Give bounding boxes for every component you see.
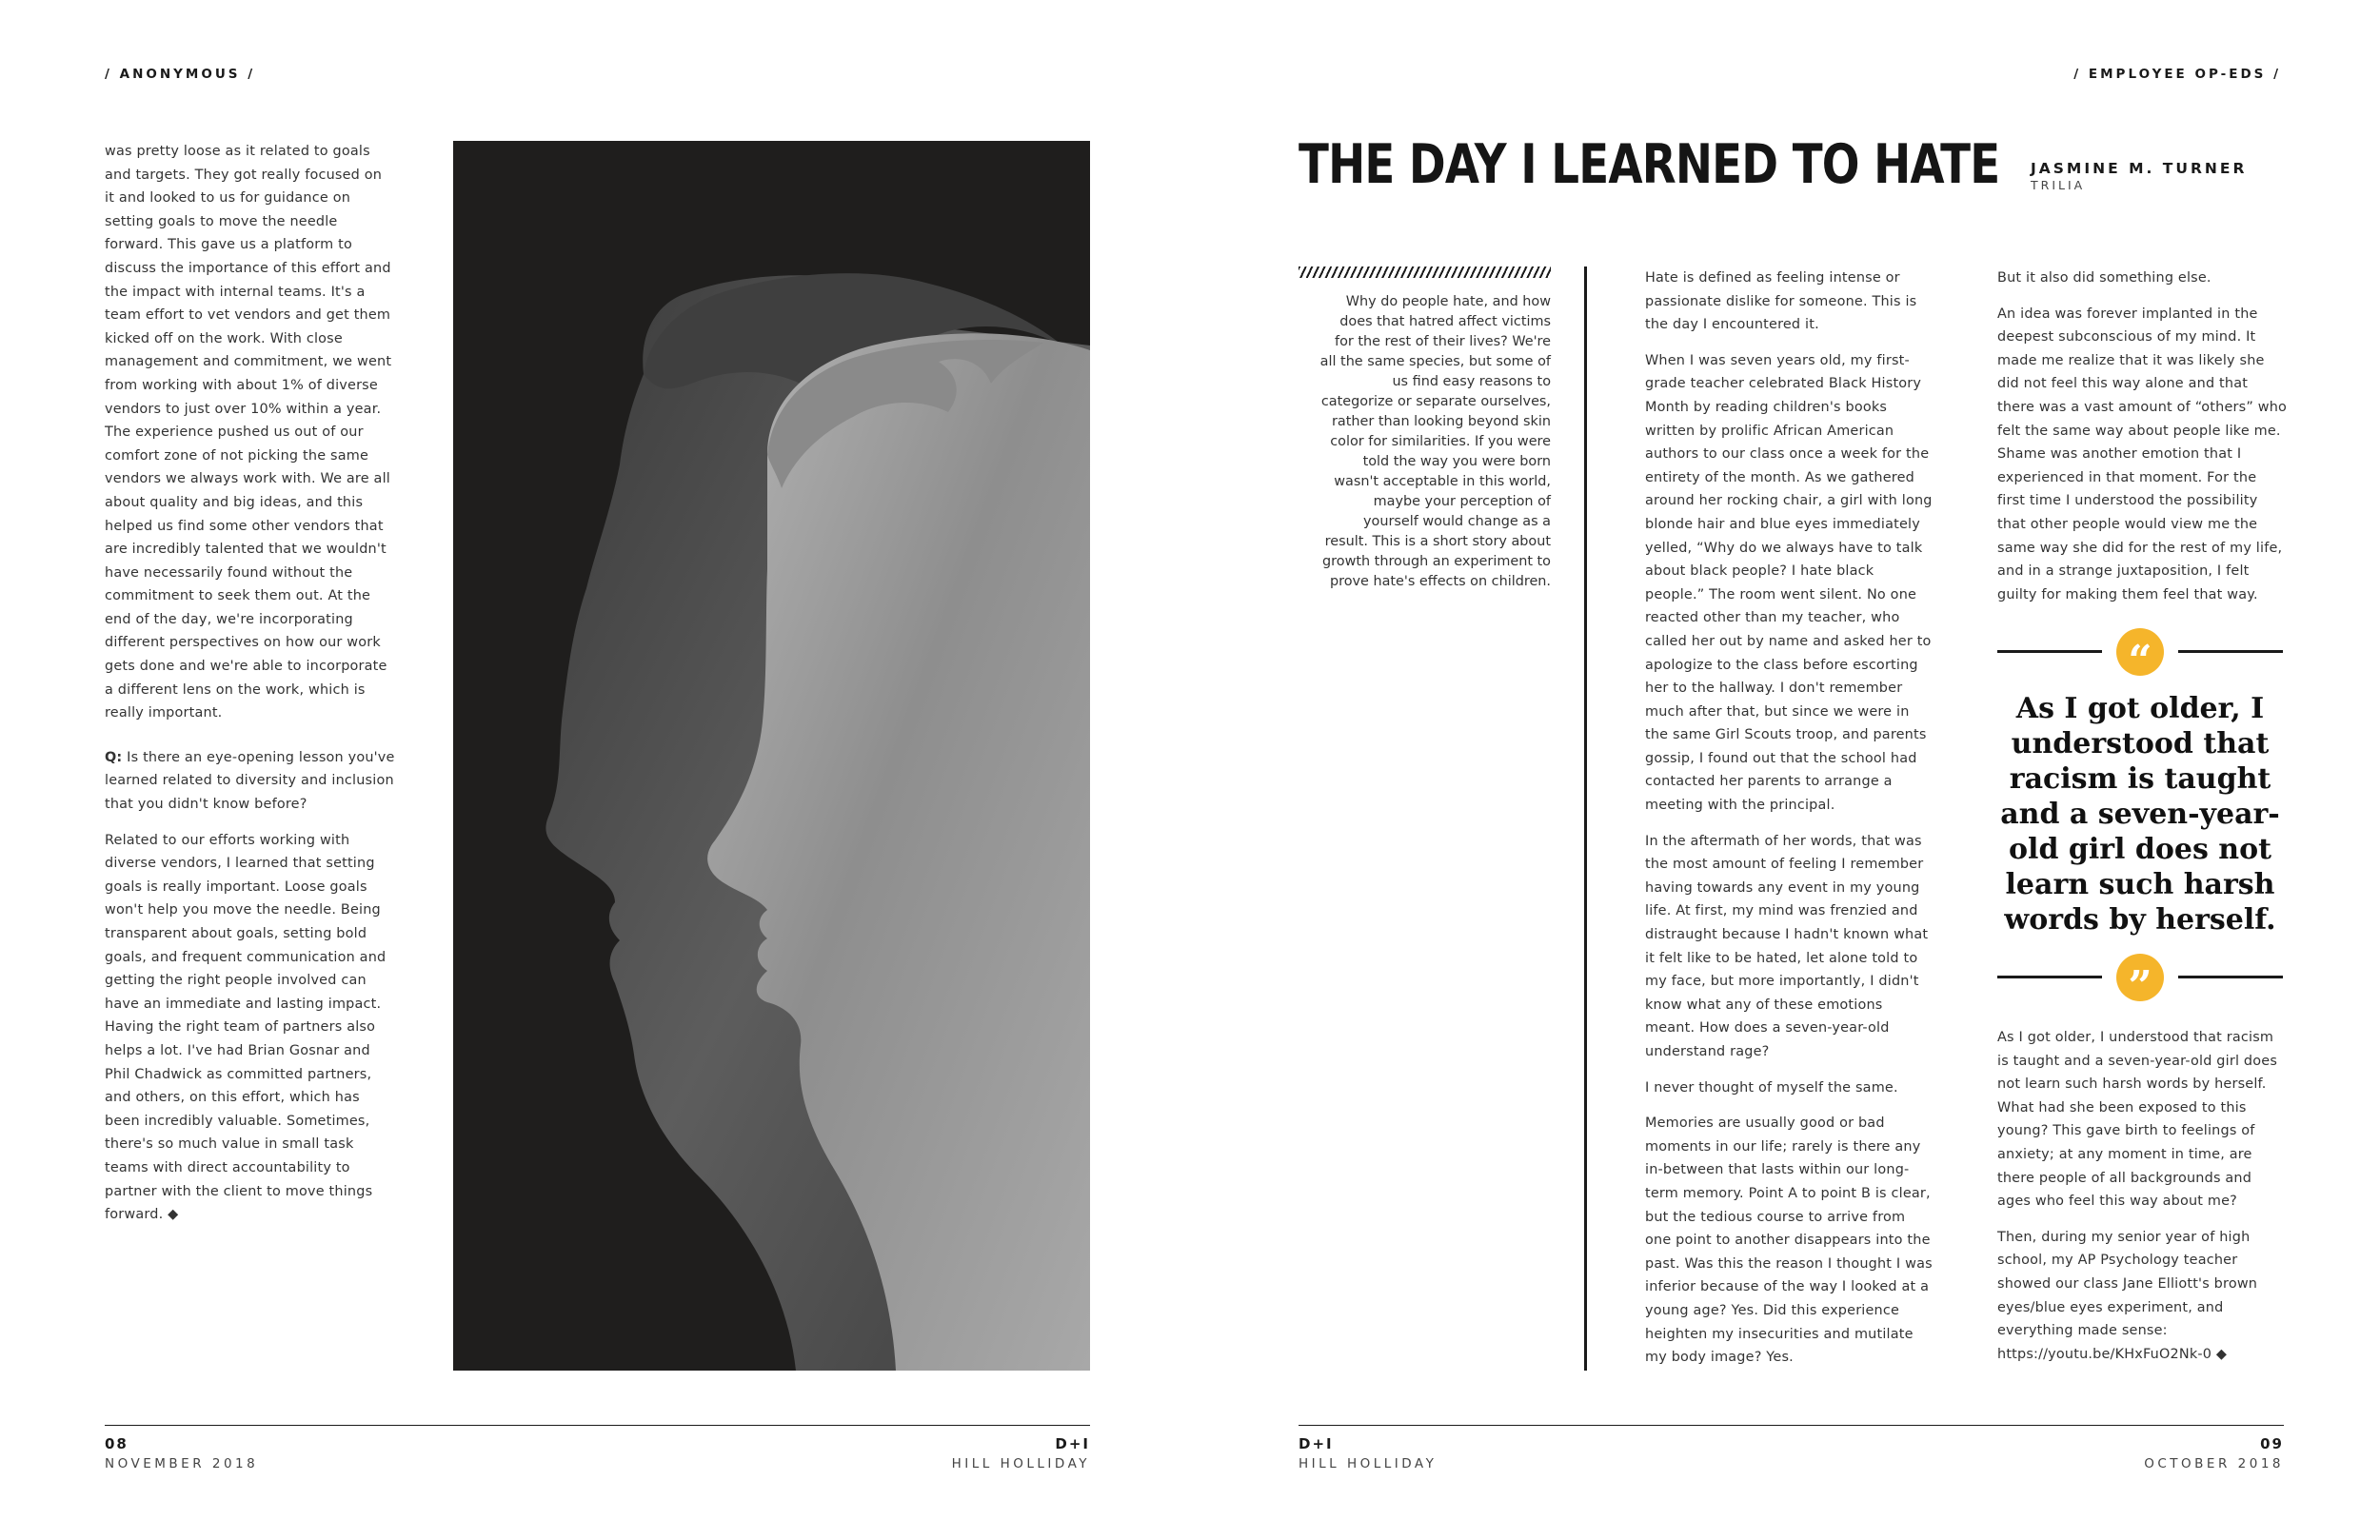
left-footer-rule <box>105 1425 1090 1426</box>
article-paragraph: Hate is defined as feeling intense or passionate dislike for someone. This is the day I encountered it. <box>1645 270 1917 333</box>
close-quote-icon: ” <box>2116 954 2164 1001</box>
right-folio-date: OCTOBER 2018 <box>2144 1456 2284 1471</box>
left-article-column <box>105 140 395 1239</box>
answer-paragraph: Related to our efforts working with diverse vendors, I learned that setting goals is really important. Loose goals won't help you move the needle. Being transparent about goals, setting bold goals, and frequent communication and getting the right people involved can have an immediate and lasting impact. Having the right team of partners also helps a lot. I've had Brian Gosnar and Phil Chadwick as committed partners, and others, on this effort, which has been incredibly valuable. Sometimes, there's so much value in small task teams with direct accountability to partner with the client to move things forward. ◆ <box>105 832 387 1223</box>
article-paragraph: When I was seven years old, my first-grade teacher celebrated Black History Month by reading children's books written by prolific African American authors to our class once a week for the entirety of the month. As we gathered around her rocking chair, a girl with long blonde hair and blue eyes immediately yelled, “Why do we always have to talk about black people? I hate black people.” The room went silent. No one reacted other than my teacher, who called her out by name and asked her to apologize to the class before escorting her to the hallway. I don't remember much after that, but since we were in the same Girl Scouts troop, and parents gossip, I found out that the school had contacted her parents to arrange a meeting with the principal. <box>1645 352 1933 814</box>
article-column-1 <box>1645 267 1935 1382</box>
section-tag-left: / ANONYMOUS / <box>105 67 256 82</box>
article-headline: THE DAY I LEARNED TO HATE <box>1299 133 2000 196</box>
pull-quote-rule <box>2178 976 2283 978</box>
question-label: Q: <box>105 749 123 765</box>
section-tag-right: / EMPLOYEE OP-EDS / <box>2073 67 2281 82</box>
pull-quote-bottom-ornament <box>1997 954 2283 1011</box>
left-folio-date: NOVEMBER 2018 <box>105 1456 259 1471</box>
article-column-2-bottom <box>1997 1026 2288 1378</box>
pull-quote-rule <box>1997 650 2102 653</box>
pull-quote-rule <box>1997 976 2102 978</box>
author-organization: TRILIA <box>2031 178 2086 192</box>
right-footer-rule <box>1299 1425 2284 1426</box>
article-paragraph: Memories are usually good or bad moments in our life; rarely is there any in-between that lasts within our long-term memory. Point A to point B is clear, but the tedious course to arrive from one point to another disappears into the past. Was this the reason I thought I was inferior because of the way I looked at a young age? Yes. Did this experience heighten my insecurities and mutilate my body image? Yes. <box>1645 1116 1933 1366</box>
article-paragraph: I never thought of myself the same. <box>1645 1079 1898 1096</box>
right-page-number: 09 <box>2260 1435 2284 1452</box>
question-text: Is there an eye-opening lesson you've learned related to diversity and inclusion that you didn't know before? <box>105 749 395 813</box>
question-paragraph <box>105 746 395 817</box>
left-paragraph: was pretty loose as it related to goals and targets. They got really focused on it and looked to us for guidance on setting goals to move the needle forward. This gave us a platform to discuss the importance of this effort and the impact with internal teams. It's a team effort to vet vendors and get them kicked off on the work. With close management and commitment, we went from working with about 1% of diverse vendors to just over 10% within a year. The experience pushed us out of our comfort zone of not picking the same vendors we always work with. We are all about quality and big ideas, and this helped us find some other vendors that are incredibly talented that we wouldn't have necessarily found without the commitment to seek them out. At the end of the day, we're incorporating different perspectives on how our work gets done and we're able to incorporate a different lens on the work, which is really important. <box>105 144 392 721</box>
profile-illustration <box>453 141 1090 1371</box>
article-paragraph: As I got older, I understood that racism is taught and a seven-year-old girl does not learn such harsh words by herself. What had she been exposed to this young? This gave birth to feelings of anxiety; at any moment in time, are there people of all backgrounds and ages who feel this way about me? <box>1997 1030 2278 1210</box>
left-folio-company: HILL HOLLIDAY <box>951 1456 1090 1471</box>
article-paragraph: Then, during my senior year of high school, my AP Psychology teacher showed our class Jane Elliott's brown eyes/blue eyes experiment, and everything made sense: https://youtu.be/KHxFuO2Nk-0 ◆ <box>1997 1229 2258 1362</box>
author-name: JASMINE M. TURNER <box>2031 160 2248 177</box>
article-paragraph: But it also did something else. <box>1997 270 2211 286</box>
pull-quote-rule <box>2178 650 2283 653</box>
intro-column-divider <box>1584 267 1587 1371</box>
open-quote-icon: “ <box>2116 628 2164 676</box>
article-paragraph: In the aftermath of her words, that was the most amount of feeling I remember having towards any event in my young life. At first, my mind was frenzied and distraught because I hadn't known what it felt like to be hated, let alone told to my face, but more importantly, I didn't know what any of these emotions meant. How does a seven-year-old understand rage? <box>1645 833 1929 1059</box>
left-folio-brand: D+I <box>1055 1435 1090 1452</box>
pull-quote: As I got older, I understood that racism is taught and a seven-year-old girl does not learn such harsh words by herself. <box>2000 692 2280 937</box>
article-intro: Why do people hate, and how does that hatred affect victims for the rest of their lives? We're all the same species, but some of us find easy reasons to categorize or separate ourselves, rather than looking beyond skin color for similarities. If you were told the way you were born wasn't acceptable in this world, maybe your perception of yourself would change as a result. This is a short story about growth through an experiment to prove hate's effects on children. <box>1319 294 1551 589</box>
intro-hatch-decoration <box>1299 267 1551 278</box>
right-folio-brand: D+I <box>1299 1435 1334 1452</box>
pull-quote-top-ornament <box>1997 628 2283 685</box>
article-paragraph: An idea was forever implanted in the deepest subconscious of my mind. It made me realize that it was likely she did not feel this way alone and that there was a vast amount of “others” who felt the same way about people like me. Shame was another emotion that I experienced in that moment. For the first time I understood the possibility that other people would view me the same way she did for the rest of my life, and in a strange juxtaposition, I felt guilty for making them feel that way. <box>1997 306 2288 602</box>
left-page-number: 08 <box>105 1435 129 1452</box>
right-folio-company: HILL HOLLIDAY <box>1299 1456 1438 1471</box>
two-head-silhouettes-illustration <box>453 141 1090 1371</box>
article-column-2-top <box>1997 267 2288 619</box>
